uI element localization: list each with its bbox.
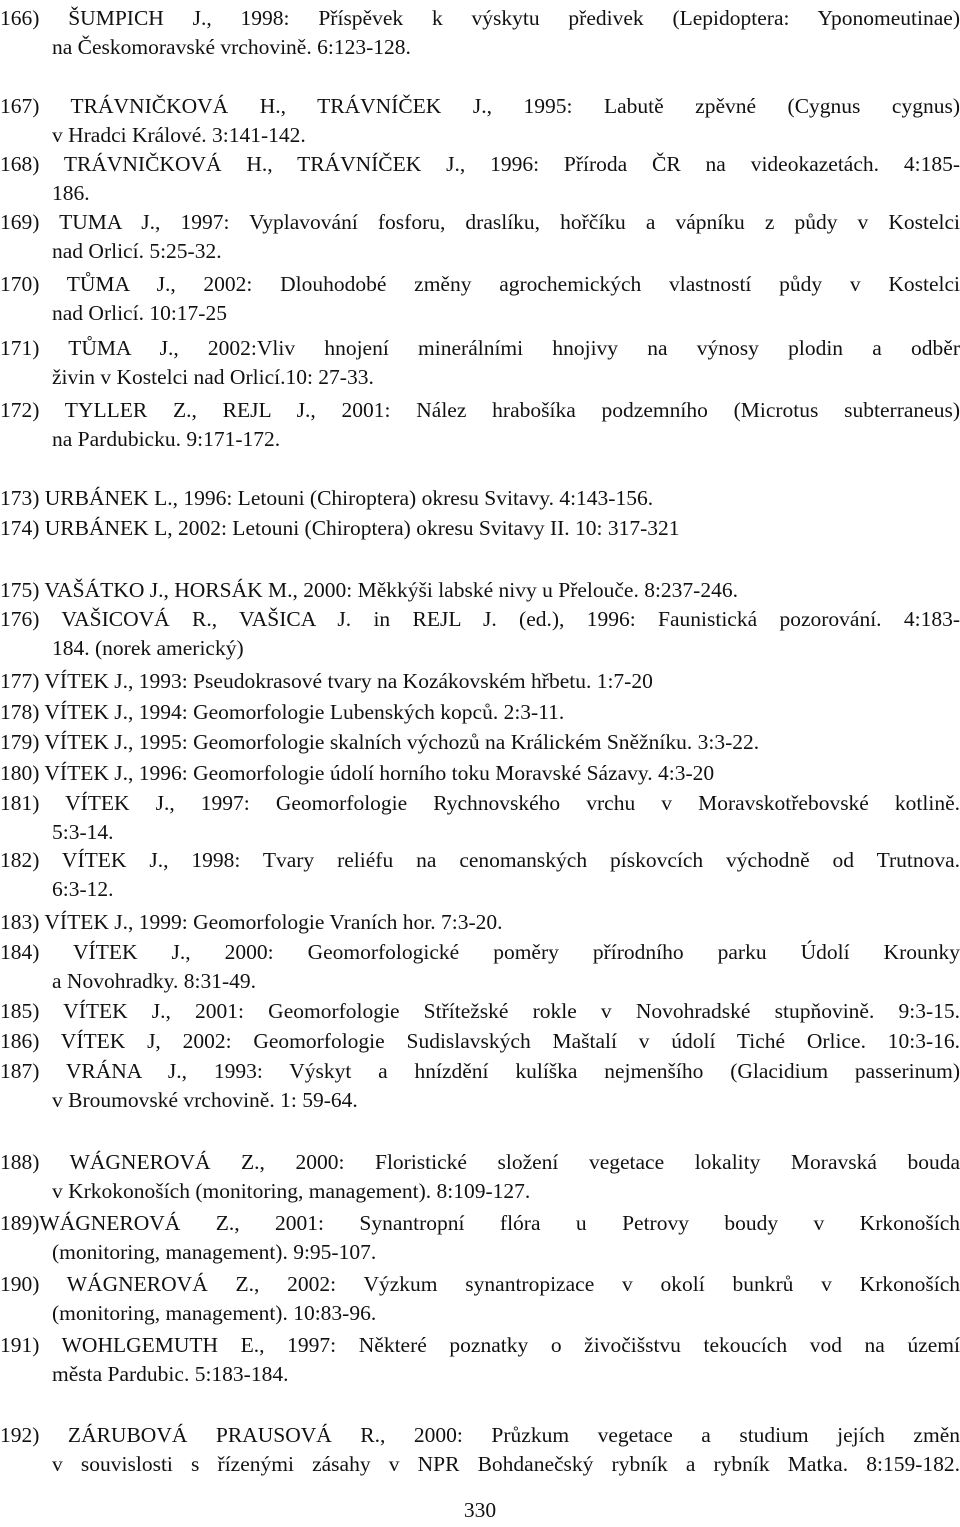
reference-line: 186) VÍTEK J, 2002: Geomorfologie Sudislavských Maštalí v údolí Tiché Orlice. 10:3-16. — [0, 1029, 960, 1053]
reference-185 — [0, 997, 960, 1026]
reference-179 — [0, 728, 960, 757]
reference-line: 169) TUMA J., 1997: Vyplavování fosforu, draslíku, hořčíku a vápníku z půdy v Kostelci — [0, 210, 960, 234]
reference-177 — [0, 667, 960, 696]
reference-169 — [0, 208, 960, 266]
reference-176 — [0, 605, 960, 663]
reference-174 — [0, 514, 960, 543]
reference-line: 187) VRÁNA J., 1993: Výskyt a hnízdění kulíška nejmenšího (Glacidium passerinum) — [0, 1059, 960, 1083]
reference-line: 185) VÍTEK J., 2001: Geomorfologie Střítežské rokle v Novohradské stupňovině. 9:3-15. — [0, 999, 960, 1023]
reference-line: v souvislosti s řízenými zásahy v NPR Bohdanečský rybník a rybník Matka. 8:159-182. — [52, 1452, 960, 1476]
reference-188 — [0, 1148, 960, 1206]
reference-line: 172) TYLLER Z., REJL J., 2001: Nález hrabošíka podzemního (Microtus subterraneus) — [0, 398, 960, 422]
reference-line: 178) VÍTEK J., 1994: Geomorfologie Lubenských kopců. 2:3-11. — [0, 700, 565, 724]
reference-line: (monitoring, management). 10:83-96. — [52, 1301, 377, 1325]
reference-line: 5:3-14. — [52, 820, 114, 844]
reference-line: 189)WÁGNEROVÁ Z., 2001: Synantropní flóra u Petrovy boudy v Krkonoších — [0, 1211, 960, 1235]
reference-192 — [0, 1421, 960, 1479]
reference-line: 6:3-12. — [52, 877, 114, 901]
reference-line: 167) TRÁVNIČKOVÁ H., TRÁVNÍČEK J., 1995: Labutě zpěvné (Cygnus cygnus) — [0, 94, 960, 118]
reference-178 — [0, 698, 960, 727]
reference-line: 186. — [52, 181, 90, 205]
reference-line: 173) URBÁNEK L., 1996: Letouni (Chiroptera) okresu Svitavy. 4:143-156. — [0, 486, 654, 510]
reference-line: na Českomoravské vrchovině. 6:123-128. — [52, 35, 411, 59]
reference-line: 168) TRÁVNIČKOVÁ H., TRÁVNÍČEK J., 1996: Příroda ČR na videokazetách. 4:185- — [0, 152, 960, 176]
reference-190 — [0, 1270, 960, 1328]
reference-line: nad Orlicí. 5:25-32. — [52, 239, 222, 263]
reference-line: 166) ŠUMPICH J., 1998: Příspěvek k výskytu předivek (Lepidoptera: Yponomeutinae) — [0, 6, 960, 30]
reference-182 — [0, 846, 960, 904]
reference-line: 175) VAŠÁTKO J., HORSÁK M., 2000: Měkkýši labské nivy u Přelouče. 8:237-246. — [0, 578, 738, 602]
reference-180 — [0, 759, 960, 788]
reference-175 — [0, 576, 960, 605]
reference-line: živin v Kostelci nad Orlicí.10: 27-33. — [52, 365, 374, 389]
reference-189 — [0, 1209, 960, 1267]
reference-line: 184) VÍTEK J., 2000: Geomorfologické poměry přírodního parku Údolí Krounky — [0, 940, 960, 964]
reference-line: 174) URBÁNEK L, 2002: Letouni (Chiroptera) okresu Svitavy II. 10: 317-321 — [0, 516, 680, 540]
reference-line: v Krkokonoších (monitoring, management). 8:109-127. — [52, 1179, 531, 1203]
reference-line: 177) VÍTEK J., 1993: Pseudokrasové tvary na Kozákovském hřbetu. 1:7-20 — [0, 669, 653, 693]
reference-line: v Broumovské vrchovině. 1: 59-64. — [52, 1088, 358, 1112]
reference-170 — [0, 270, 960, 328]
reference-line: 184. (norek americký) — [52, 636, 244, 660]
page-number: 330 — [463, 1498, 497, 1522]
reference-line: (monitoring, management). 9:95-107. — [52, 1240, 377, 1264]
reference-line: 176) VAŠICOVÁ R., VAŠICA J. in REJL J. (ed.), 1996: Faunistická pozorování. 4:183- — [0, 607, 960, 631]
reference-line: nad Orlicí. 10:17-25 — [52, 301, 227, 325]
reference-187 — [0, 1057, 960, 1115]
reference-171 — [0, 334, 960, 392]
reference-line: a Novohradky. 8:31-49. — [52, 969, 257, 993]
reference-line: 170) TŮMA J., 2002: Dlouhodobé změny agrochemických vlastností půdy v Kostelci — [0, 272, 960, 296]
reference-line: 181) VÍTEK J., 1997: Geomorfologie Rychnovského vrchu v Moravskotřebovské kotlině. — [0, 791, 960, 815]
reference-line: 188) WÁGNEROVÁ Z., 2000: Floristické složení vegetace lokality Moravská bouda — [0, 1150, 960, 1174]
reference-line: 171) TŮMA J., 2002:Vliv hnojení minerálními hnojivy na výnosy plodin a odběr — [0, 336, 960, 360]
reference-line: 192) ZÁRUBOVÁ PRAUSOVÁ R., 2000: Průzkum vegetace a studium jejích změn — [0, 1423, 960, 1447]
reference-line: 180) VÍTEK J., 1996: Geomorfologie údolí horního toku Moravské Sázavy. 4:3-20 — [0, 761, 715, 785]
reference-line: 190) WÁGNEROVÁ Z., 2002: Výzkum synantropizace v okolí bunkrů v Krkonoších — [0, 1272, 960, 1296]
reference-line: 179) VÍTEK J., 1995: Geomorfologie skalních výchozů na Králickém Sněžníku. 3:3-22. — [0, 730, 760, 754]
reference-172 — [0, 396, 960, 454]
reference-184 — [0, 938, 960, 996]
reference-167 — [0, 92, 960, 150]
reference-186 — [0, 1027, 960, 1056]
reference-181 — [0, 789, 960, 847]
reference-line: 182) VÍTEK J., 1998: Tvary reliéfu na cenomanských pískovcích východně od Trutnova. — [0, 848, 960, 872]
reference-168 — [0, 150, 960, 208]
reference-line: v Hradci Králové. 3:141-142. — [52, 123, 306, 147]
reference-line: 191) WOHLGEMUTH E., 1997: Některé poznatky o živočišstvu tekoucích vod na území — [0, 1333, 960, 1357]
reference-line: 183) VÍTEK J., 1999: Geomorfologie Vraních hor. 7:3-20. — [0, 910, 503, 934]
reference-183 — [0, 908, 960, 937]
reference-line: města Pardubic. 5:183-184. — [52, 1362, 289, 1386]
reference-166 — [0, 4, 960, 62]
reference-line: na Pardubicku. 9:171-172. — [52, 427, 281, 451]
reference-191 — [0, 1331, 960, 1389]
reference-173 — [0, 484, 960, 513]
